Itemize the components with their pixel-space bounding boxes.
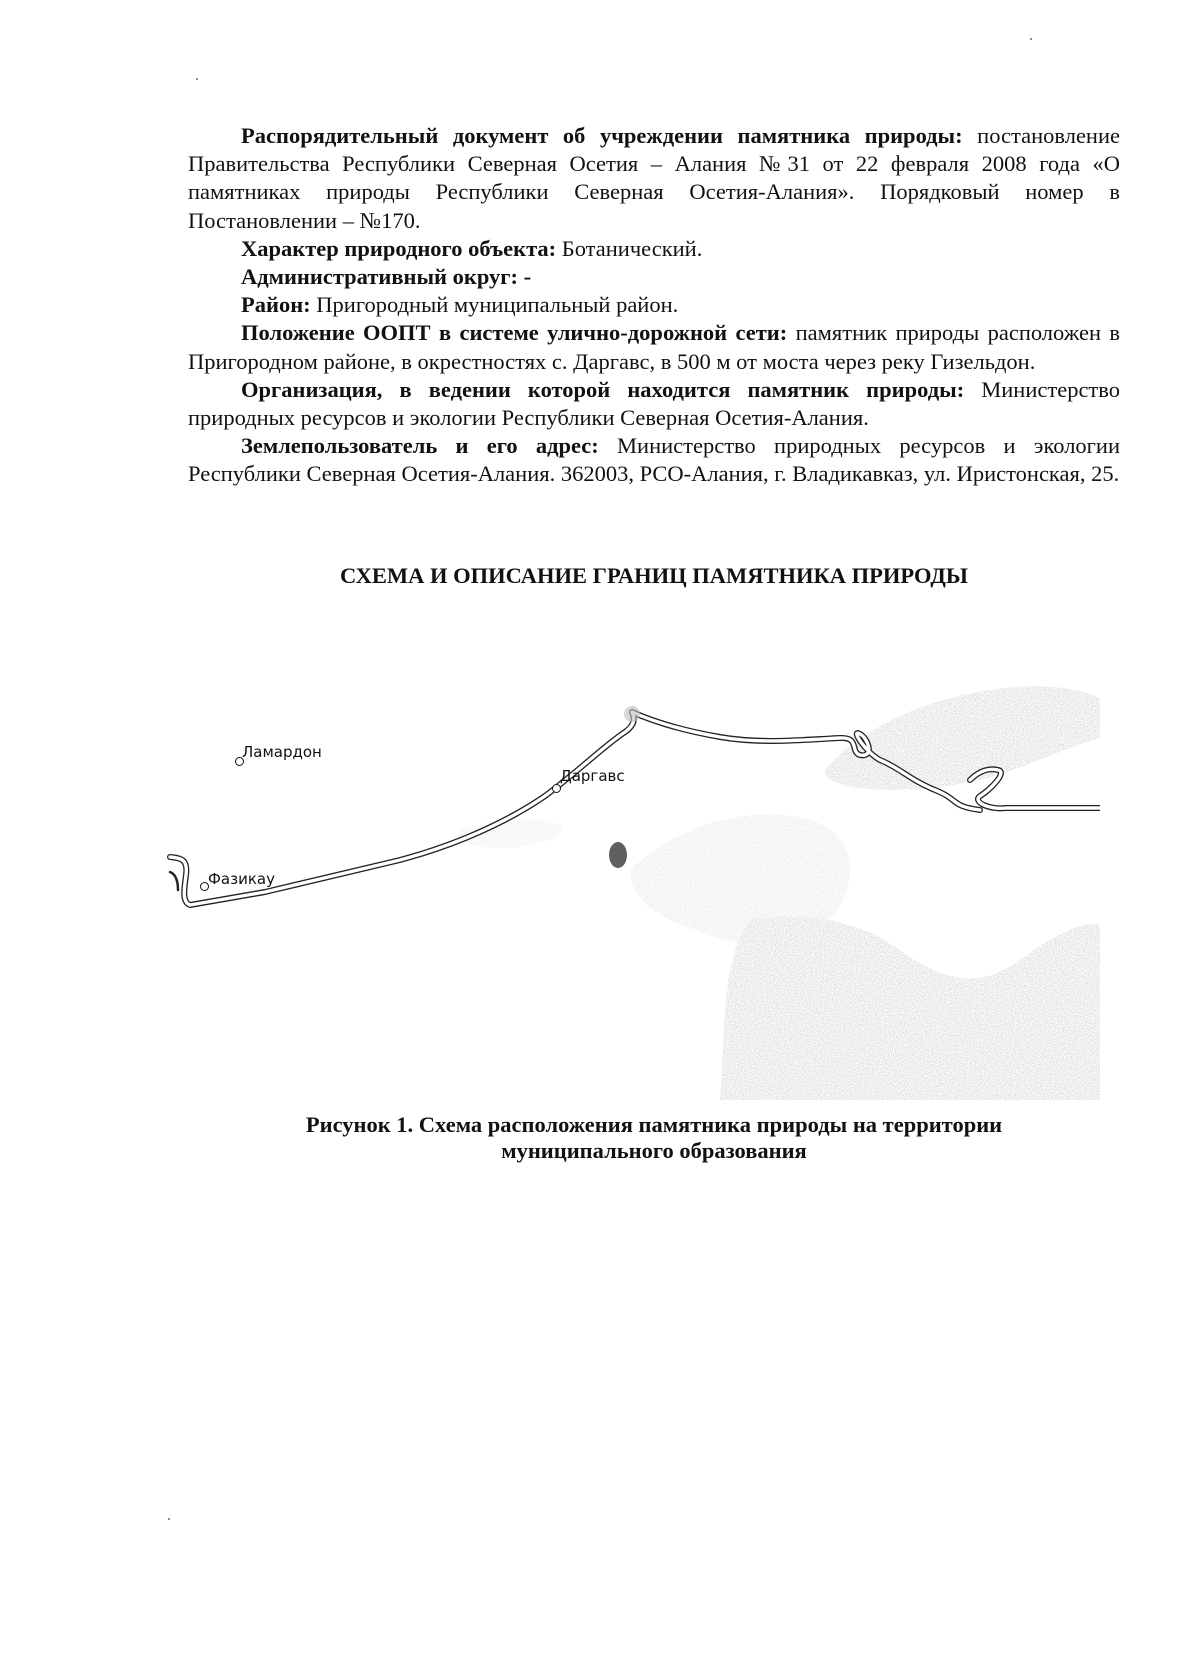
map-drawing xyxy=(160,620,1100,1100)
paragraph-organization xyxy=(188,376,1120,432)
scan-speck xyxy=(196,78,198,80)
paragraph-label: Положение ООПТ в системе улично-дорожной сети: xyxy=(241,320,788,346)
settlement-fazikau-label: Фазикау xyxy=(208,870,275,888)
paragraph-label: Район: xyxy=(241,292,311,318)
figure-caption xyxy=(188,1112,1120,1164)
paragraph-text: Министерство природных ресурсов и экологии Республики Северная Осетия-Алания. 362003, РСО-Алания, г. Владикавказ, ул. Иристонская, 25. xyxy=(188,433,1120,487)
caption-line-2: муниципального образования xyxy=(501,1138,807,1163)
paragraph-label: Организация, в ведении которой находится памятник природы: xyxy=(241,376,965,402)
paragraph-district xyxy=(188,291,1120,319)
paragraph-order-document xyxy=(188,122,1120,235)
scan-speck xyxy=(168,1518,170,1520)
paragraph-label: Характер природного объекта: xyxy=(241,235,557,261)
paragraph-label: Землепользователь и его адрес: xyxy=(241,433,599,459)
dark-spot xyxy=(609,842,627,868)
terrain-shading xyxy=(459,686,1100,1100)
bridge-marker xyxy=(624,706,640,722)
paragraph-label: Распорядительный документ об учреждении памятника природы: xyxy=(241,123,963,148)
paragraph-text: памятник природы расположен в Пригородном районе, в окрестностях с. Даргавс, в 500 м от моста через реку Гизельдон. xyxy=(188,320,1120,374)
settlement-lamardon-label: Ламардон xyxy=(242,743,322,761)
paragraph-text: Пригородный муниципальный район. xyxy=(310,292,679,318)
section-title: СХЕМА И ОПИСАНИЕ ГРАНИЦ ПАМЯТНИКА ПРИРОДЫ xyxy=(340,563,968,588)
scan-speck xyxy=(1030,38,1032,40)
location-map xyxy=(160,620,1100,1100)
settlement-dargavs-marker xyxy=(552,784,561,793)
paragraph-object-type xyxy=(188,235,1120,263)
paragraph-land-user xyxy=(188,432,1120,488)
settlement-dargavs-label: Даргавс xyxy=(560,767,625,785)
document-body xyxy=(188,122,1120,489)
paragraph-road-position xyxy=(188,319,1120,375)
paragraph-label: Административный округ: - xyxy=(241,264,532,290)
paragraph-text: Министерство природных ресурсов и экологии Республики Северная Осетия-Алания. xyxy=(188,376,1120,431)
paragraph-text: постановление Правительства Республики Северная Осетия – Алания №31 от 22 февраля 2008 года «О памятниках природы Республики Северная Осетия-Алания». Порядковый номер в Постановлении – №170. xyxy=(188,123,1120,233)
paragraph-text: Ботанический. xyxy=(556,235,703,261)
paragraph-admin-district xyxy=(188,263,1120,291)
caption-line-1: Рисунок 1. Схема расположения памятника природы на территории xyxy=(305,1112,1003,1137)
